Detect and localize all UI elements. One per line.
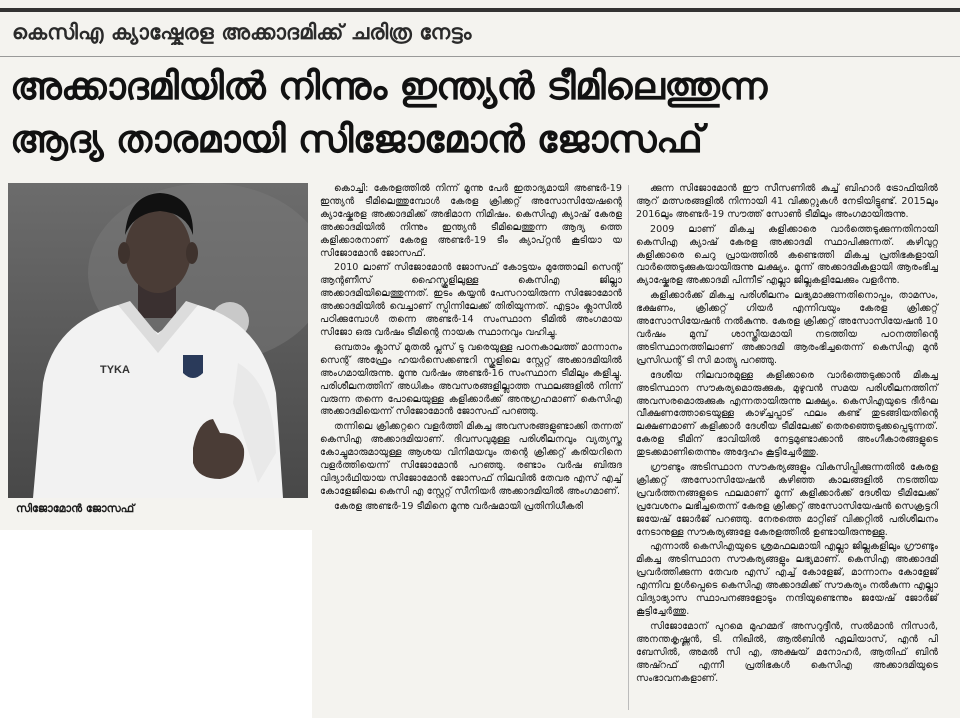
- shirt-logo-text: TYKA: [100, 364, 130, 376]
- paragraph: ക്കുന്ന സിജോമോൻ ഈ സീസണിൽ കുച്ച് ബിഹാർ ട്രോഫിയിൽ ആറ് മത്സരങ്ങളിൽ നിന്നായി 41 വിക്കറ്റുകൾ നേടിയിട്ടുണ്ട്. 2015ലും 2016ലും അണ്ടർ-19 സൗത്ത് സോൺ ടീമിലും അംഗമായിരുന്നു.: [636, 183, 938, 220]
- paragraph: 2010 ലാണ് സിജോമോൻ ജോസഫ് കോട്ടയം മുത്തോലി സെന്റ് ആന്റണീസ് ഹൈസ്കൂളിലുള്ള കെസിഎ ജില്ലാ അക്കാദമിയിലെത്തുന്നത്. ഇടം കയ്യൻ പേസറായിരുന്ന സിജോമോൻ അക്കാദമിയിൽ വെച്ചാണ് സ്പിന്നിലേക്ക് തിരിയുന്നത്. എട്ടാം ക്ലാസിൽ പഠിക്കുമ്പോൾ തന്നെ അണ്ടർ-14 സംസ്ഥാന ടീമിൽ അംഗമായ സിജോ ഒരു വർഷം ടീമിന്റെ നായക സ്ഥാനവും വഹിച്ചു.: [320, 262, 622, 338]
- headline-line-1: അക്കാദമിയിൽ നിന്നും ഇന്ത്യൻ ടീമിലെത്തുന്ന: [10, 64, 767, 108]
- headline-line-2: ആദ്യ താരമായി സിജോമോൻ ജോസഫ്: [10, 117, 703, 161]
- paragraph: ഒമ്പതാം ക്ലാസ് മുതൽ പ്ലസ് ടു വരെയുള്ള പഠനകാലത്ത് മാന്നാനം സെന്റ് അഫ്രേം ഹയർസെക്കണ്ടറി സ്കൂളിലെ സ്റ്റേറ്റ് അക്കാദമിയിൽ അംഗമായിരുന്നു. മൂന്നു വർഷം അണ്ടർ-16 സംസ്ഥാന ടീമിലും കളിച്ചു. പരിശീലനത്തിന് അധികം അവസരങ്ങളില്ലാത്ത സ്ഥലങ്ങളിൽ നിന്ന് വരുന്ന തന്നെ പോലെയുള്ള കളിക്കാർക്ക് അനുഗ്രഹമാണ് കെസിഎ അക്കാദമിയെന്ന് സിജോമോൻ ജോസഫ് പറഞ്ഞു.: [320, 341, 622, 418]
- article-column-2: [636, 183, 938, 687]
- blank-area: [0, 530, 312, 718]
- paragraph: ഗ്രൗണ്ടും അടിസ്ഥാന സൗകര്യങ്ങളും വികസിപ്പിക്കുന്നതിൽ കേരള ക്രിക്കറ്റ് അസോസിയേഷൻ കഴിഞ്ഞ കാലങ്ങളിൽ നടത്തിയ പ്രവർത്തനങ്ങളുടെ ഫലമാണ് മൂന്ന് കളിക്കാർക്ക് ദേശീയ ടീമിലേക്ക് പ്രവേശനം ലഭിച്ചതെന്ന് കേരള ക്രിക്കറ്റ് അസോസിയേഷൻ സെക്രട്ടറി ജയേഷ് ജോർജ് പറഞ്ഞു. നേരത്തെ മാറ്റിങ് വിക്കറ്റിൽ പരിശീലനം നേടാനുള്ള സൗകര്യങ്ങളേ കേരളത്തിൽ ഉണ്ടായിരുന്നുള്ളു.: [636, 462, 938, 538]
- paragraph: സിജോമോന് പുറമെ മുഹമ്മദ് അസറുദ്ദീൻ, സൽമാൻ നിസാർ, അനന്തകൃഷ്ണൻ, ടി. നിഖിൽ, ആൽബിൻ ഏലിയാസ്, എൻ പി ബേസിൽ, അമൽ സി എ, അക്ഷയ് മനോഹർ, ആതിഫ് ബിൻ അഷ്റഫ് എന്നീ പ്രതിഭകൾ കെസിഎ അക്കാദമിയുടെ സംഭാവനകളാണ്.: [636, 620, 938, 684]
- headline: [10, 60, 950, 166]
- top-rule: [0, 8, 960, 12]
- photo-caption: സിജോമോൻ ജോസഫ്: [8, 498, 308, 520]
- kicker-divider: [0, 56, 960, 57]
- paragraph: കേരള അണ്ടർ-19 ടീമിനെ മൂന്നു വർഷമായി പ്രതിനിധീകരി: [334, 500, 584, 512]
- paragraph: 2009 ലാണ് മികച്ച കളിക്കാരെ വാർത്തെടുക്കുന്നതിനായി കെസിഎ ക്യാഷ് കേരള അക്കാദമി സ്ഥാപിക്കുന്നത്. കഴിവുറ്റ കളിക്കാരെ ചെറു പ്രായത്തിൽ കണ്ടെത്തി മികച്ച പ്രതിഭകളായി വാർത്തെടുക്കുകയായിരുന്നു ലക്ഷ്യം. മൂന്ന് അക്കാദമികളായി ആരംഭിച്ച ക്യാഷ്കേരള അക്കാദമി പിന്നീട് എല്ലാ ജില്ലകളിലേക്കും വളർന്നു.: [636, 223, 938, 287]
- paragraph: തന്നിലെ ക്രിക്കറ്ററെ വളർത്തി മികച്ച അവസരങ്ങളുണ്ടാക്കി തന്നത് കെസിഎ അക്കാദമിയാണ്. ദിവസവുമുള്ള പരിശീലനവും വ്യത്യസ്ത കോച്ചുമാരുമായുള്ള ആശയ വിനിമയവും തന്റെ ക്രിക്കറ്റ് കരിയറിനെ വളർത്തിയെന്ന് സിജോമോൻ പറഞ്ഞു. രണ്ടാം വർഷ ബിരുദ വിദ്യാർഥിയായ സിജോമോൻ ജോസഫ് നിലവിൽ തേവര എസ് എച്ച് കോളേജിലെ കെസി എ സ്റ്റേറ്റ് സീനിയർ അക്കാദമിയിൽ അംഗമാണ്.: [320, 421, 622, 497]
- paragraph: ദേശീയ നിലവാരമുള്ള കളിക്കാരെ വാർത്തെടുക്കാൻ മികച്ച അടിസ്ഥാന സൗകര്യമൊരുക്കുക, മുഴുവൻ സമയ പരിശീലനത്തിന് അവസരമൊരുക്കുക എന്നതായിരുന്നു ലക്ഷ്യം. കെസിഎയുടെ ദീർഘ വീക്ഷണത്തോടെയുള്ള കാഴ്ച്ചപ്പാട് ഫലം കണ്ട് തുടങ്ങിയതിന്റെ ലക്ഷണമാണ് കളിക്കാർ ദേശീയ ടീമിലേക്ക് തെരഞ്ഞെടുക്കപ്പെടുന്നത്. കേരള ടീമിന് ഭാവിയിൽ നേട്ടമുണ്ടാക്കാൻ അംഗീകാരങ്ങളുടെ തുടക്കമാണിതെന്നും അദ്ദേഹം കൂട്ടിച്ചേർത്തു.: [636, 369, 938, 459]
- crest-icon: [183, 355, 203, 378]
- player-photo: [8, 183, 308, 498]
- article-column-1: [320, 183, 622, 516]
- paragraph: എന്നാൽ കെസിഎയുടെ ശ്രമഫലമായി എല്ലാ ജില്ലകളിലും ഗ്രൗണ്ടും മികച്ച അടിസ്ഥാന സൗകര്യങ്ങളും ലഭ്യമാണ്. കെസിഎ അക്കാദമി പ്രവർത്തിക്കുന്ന തേവര എസ് എച്ച് കോളേജ്, മാന്നാനം കോളേജ് എന്നിവ ഉൾപ്പെടെ കെസിഎ അക്കാദമിക്ക് സൗകര്യം നൽകുന്ന എല്ലാ വിദ്യാഭ്യാസ സ്ഥാപനങ്ങളോടും നന്ദിയുണ്ടെന്നും ജയേഷ് ജോർജ് കൂട്ടിച്ചേർത്തു.: [636, 541, 938, 617]
- paragraph: കൊച്ചി: കേരളത്തിൽ നിന്ന് മൂന്നു പേർ ഇതാദ്യമായി അണ്ടർ-19 ഇന്ത്യൻ ടീമിലെത്തുമ്പോൾ കേരള ക്രിക്കറ്റ് അസോസിയേഷന്റെ ക്യാഷ്കേരള അക്കാദമിക്ക് അഭിമാന നിമിഷം. കെസിഎ ക്യാഷ് കേരള അക്കാദമിയിൽ നിന്നും ഇന്ത്യൻ ടീമിലെത്തുന്ന ആദ്യ ത്തെ കളിക്കാരനാണ് കേരള അണ്ടർ-19 ടീം ക്യാപ്റ്റൻ കൂടിയാ യ സിജോമോൻ ജോസഫ്.: [320, 183, 622, 259]
- paragraph: കളിക്കാർക്ക് മികച്ച പരിശീലനം ലഭ്യമാക്കുന്നതിനൊപ്പം, താമസം, ഭക്ഷണം, ക്രിക്കറ്റ് ഗിയർ എന്നിവയും കേരള ക്രിക്കറ്റ് അസോസിയേഷൻ നൽകുന്നു. കേരള ക്രിക്കറ്റ് അസോസിയേഷൻ 10 വർഷം മുമ്പ് ശാസ്ത്രീയമായി നടത്തിയ പഠനത്തിന്റെ അടിസ്ഥാനത്തിലാണ് അക്കാദമി ആരംഭിച്ചതെന്ന് കെസിഎ മുൻ പ്രസിഡന്റ് ടി സി മാത്യു പറഞ്ഞു.: [636, 290, 938, 366]
- kicker: കെസിഎ ക്യാഷ്കേരള അക്കാദമിക്ക് ചരിത്ര നേട്ടം: [12, 20, 472, 44]
- column-divider: [628, 185, 629, 710]
